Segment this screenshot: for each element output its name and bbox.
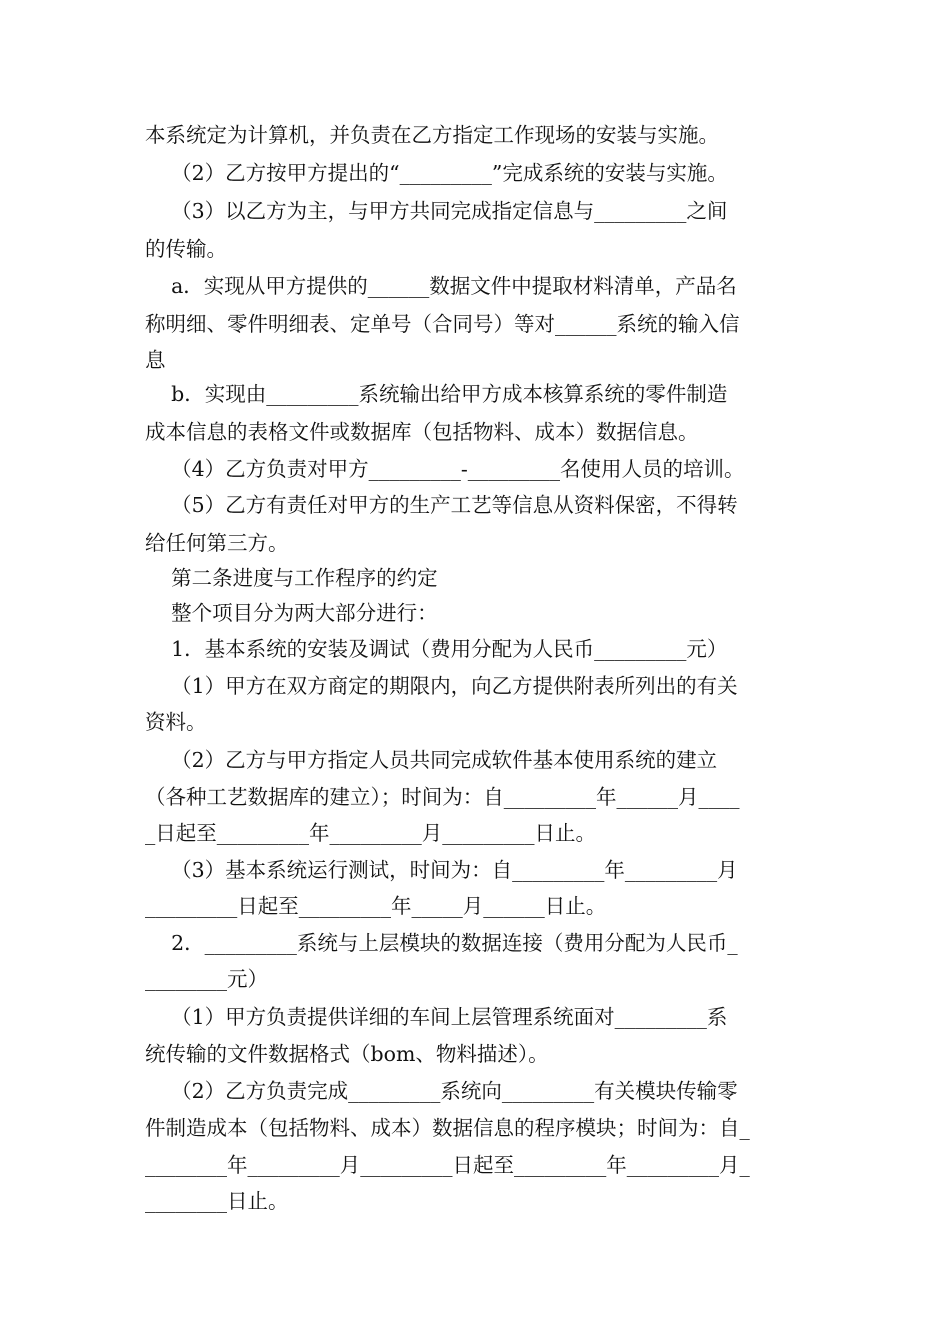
text-line: 的传输。 [145, 237, 227, 261]
text-line: 件制造成本（包括物料、成本）数据信息的程序模块；时间为：自_ [145, 1116, 750, 1140]
text-line: _________日起至_________年_____月______日止。 [145, 894, 607, 918]
text-line: （1）甲方负责提供详细的车间上层管理系统面对_________系 [145, 1005, 728, 1029]
text-line: 称明细、零件明细表、定单号（合同号）等对______系统的输入信 [145, 312, 740, 336]
text-line: （1）甲方在双方商定的期限内，向乙方提供附表所列出的有关 [145, 674, 738, 698]
text-line: 本系统定为计算机，并负责在乙方指定工作现场的安装与实施。 [145, 123, 719, 147]
text-line: （各种工艺数据库的建立）；时间为：自_________年______月____ [145, 785, 740, 809]
text-line: 统传输的文件数据格式（bom、物料描述）。 [145, 1042, 549, 1066]
text-line: 1．基本系统的安装及调试（费用分配为人民币_________元） [145, 637, 728, 661]
text-line: ________元） [145, 967, 268, 991]
text-line: 第二条进度与工作程序的约定 [145, 566, 438, 590]
text-line: 给任何第三方。 [145, 531, 289, 555]
text-line: ________日止。 [145, 1189, 289, 1213]
text-line: （3）基本系统运行测试，时间为：自_________年_________月 [145, 858, 738, 882]
text-line: （3）以乙方为主，与甲方共同完成指定信息与_________之间 [145, 199, 728, 223]
text-line: 息 [145, 348, 166, 372]
text-line: ________年_________月_________日起至_________年_________月_ [145, 1153, 750, 1177]
text-line: 2．_________系统与上层模块的数据连接（费用分配为人民币_ [145, 931, 738, 955]
text-line: 成本信息的表格文件或数据库（包括物料、成本）数据信息。 [145, 420, 699, 444]
text-line: _日起至_________年_________月_________日止。 [145, 821, 596, 845]
text-line: （4）乙方负责对甲方_________-_________名使用人员的培训。 [145, 457, 745, 481]
text-line: （2）乙方与甲方指定人员共同完成软件基本使用系统的建立 [145, 748, 718, 772]
text-line: a．实现从甲方提供的______数据文件中提取材料清单，产品名 [145, 274, 737, 298]
text-line: b．实现由_________系统输出给甲方成本核算系统的零件制造 [145, 382, 728, 406]
text-line: （2）乙方负责完成_________系统向_________有关模块传输零 [145, 1079, 738, 1103]
text-line: （5）乙方有责任对甲方的生产工艺等信息从资料保密，不得转 [145, 493, 738, 517]
text-line: 整个项目分为两大部分进行： [145, 601, 438, 625]
text-line: 资料。 [145, 710, 207, 734]
text-line: （2）乙方按甲方提出的“_________”完成系统的安装与实施。 [145, 161, 728, 185]
